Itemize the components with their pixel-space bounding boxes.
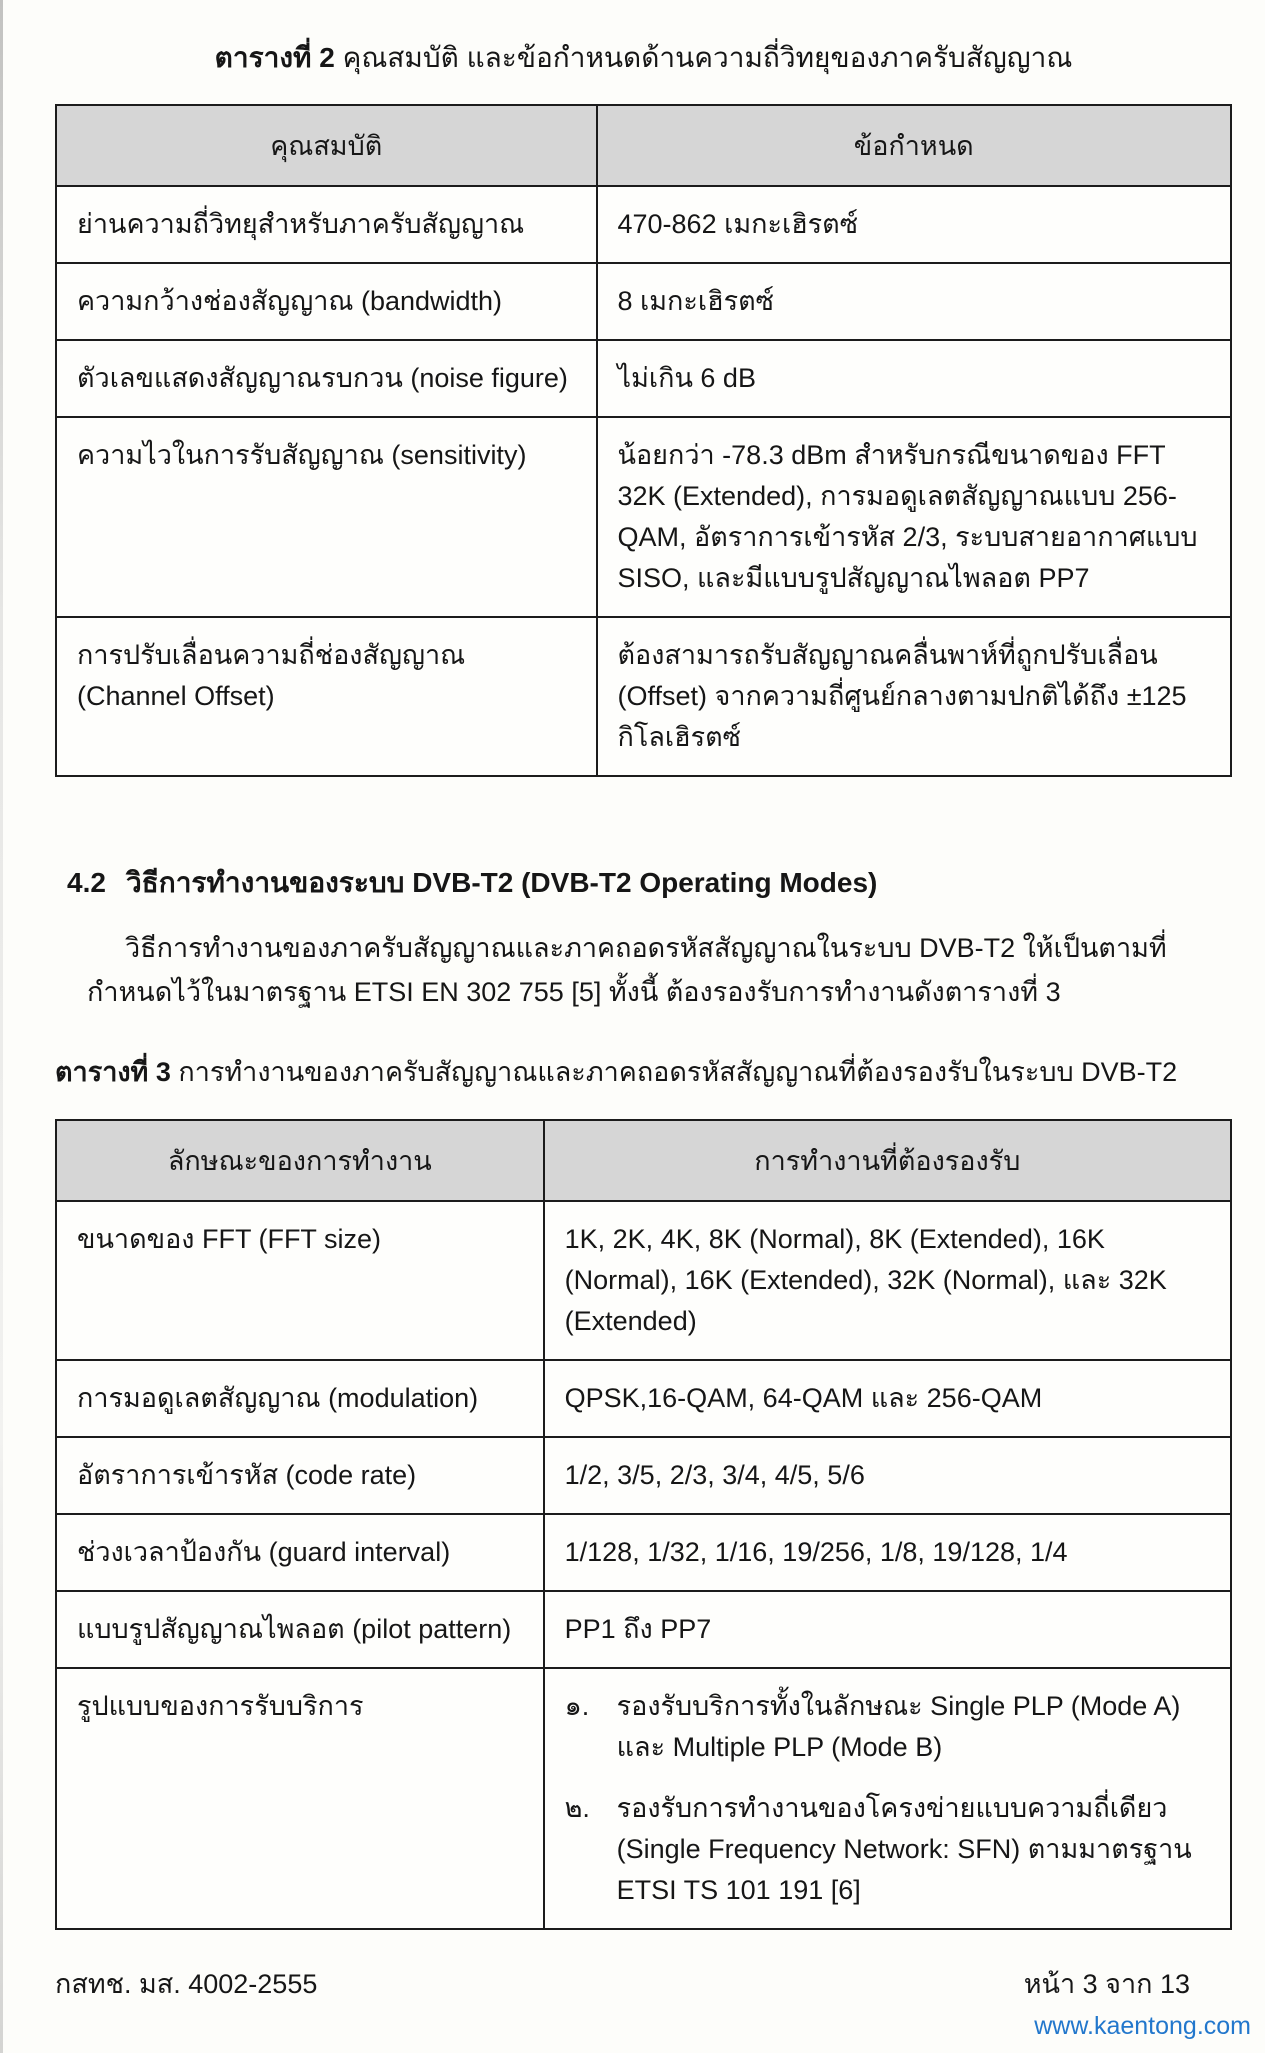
table3-operating-modes	[55, 1119, 1232, 1930]
table3-row-supported: 1K, 2K, 4K, 8K (Normal), 8K (Extended), 16K (Normal), 16K (Extended), 32K (Normal), และ 32K (Extended)	[544, 1201, 1231, 1360]
section-number: 4.2	[67, 867, 106, 899]
table2-row-property: ย่านความถี่วิทยุสำหรับภาครับสัญญาณ	[56, 186, 597, 263]
table3-row-supported: 1/2, 3/5, 2/3, 3/4, 4/5, 5/6	[544, 1437, 1231, 1514]
table2-row-spec: ไม่เกิน 6 dB	[597, 340, 1232, 417]
table-row	[56, 1437, 1231, 1514]
section-paragraph: วิธีการทำงานของภาครับสัญญาณและภาคถอดรหัสสัญญาณในระบบ DVB-T2 ให้เป็นตามที่กำหนดไว้ในมาตรฐาน ETSI EN 302 755 [5] ทั้งนี้ ต้องรองรับการทำงานดังตารางที่ 3	[87, 933, 1167, 1007]
table3-row-characteristic: แบบรูปสัญญาณไพลอต (pilot pattern)	[56, 1591, 544, 1668]
table3-row-supported: 1/128, 1/32, 1/16, 19/256, 1/8, 19/128, 1/4	[544, 1514, 1231, 1591]
list-item	[565, 1788, 1210, 1911]
table2-caption	[55, 36, 1232, 80]
table3-header-supported: การทำงานที่ต้องรองรับ	[544, 1120, 1231, 1201]
table3-row-supported: PP1 ถึง PP7	[544, 1591, 1231, 1668]
table-row	[56, 263, 1231, 340]
page-indicator: หน้า 3 จาก 13	[1023, 1969, 1190, 1999]
table2-row-property: ความไวในการรับสัญญาณ (sensitivity)	[56, 417, 597, 617]
scan-edge-artifact	[0, 0, 3, 2053]
table2-row-property: การปรับเลื่อนความถี่ช่องสัญญาณ (Channel Offset)	[56, 617, 597, 776]
table2-caption-label: ตารางที่ 2	[214, 42, 335, 73]
table2-row-property: ความกว้างช่องสัญญาณ (bandwidth)	[56, 263, 597, 340]
table-row	[56, 340, 1231, 417]
list-item-text: รองรับการทำงานของโครงข่ายแบบความถี่เดียว (Single Frequency Network: SFN) ตามมาตรฐาน ETSI TS 101 191 [6]	[616, 1792, 1192, 1906]
table3-row-supported: QPSK,16-QAM, 64-QAM และ 256-QAM	[544, 1360, 1231, 1437]
section-title: วิธีการทำงานของระบบ DVB-T2 (DVB-T2 Operating Modes)	[125, 867, 878, 899]
table-row	[56, 1360, 1231, 1437]
watermark-url: www.kaentong.com	[1034, 2012, 1251, 2040]
table3-row-characteristic: การมอดูเลตสัญญาณ (modulation)	[56, 1360, 544, 1437]
list-item-number: ๑.	[564, 1690, 590, 1721]
table3-row-characteristic: ขนาดของ FFT (FFT size)	[56, 1201, 544, 1360]
table3-row-supported-list	[544, 1668, 1231, 1929]
table-row	[56, 1201, 1231, 1360]
table-row	[56, 186, 1231, 263]
table2-row-property: ตัวเลขแสดงสัญญาณรบกวน (noise figure)	[56, 340, 597, 417]
table2-header-spec: ข้อกำหนด	[597, 105, 1232, 186]
table2-row-spec: ต้องสามารถรับสัญญาณคลื่นพาห์ที่ถูกปรับเลื่อน (Offset) จากความถี่ศูนย์กลางตามปกติได้ถึง ±125 กิโลเฮิรตซ์	[597, 617, 1232, 776]
table3-caption-text: การทำงานของภาครับสัญญาณและภาคถอดรหัสสัญญาณที่ต้องรองรับในระบบ DVB-T2	[178, 1056, 1178, 1087]
document-number: กสทช. มส. 4002-2555	[55, 1969, 318, 1999]
table2-row-spec: น้อยกว่า -78.3 dBm สำหรับกรณีขนาดของ FFT 32K (Extended), การมอดูเลตสัญญาณแบบ 256-QAM, อัตราการเข้ารหัส 2/3, ระบบสายอากาศแบบ SISO, และมีแบบรูปสัญญาณไพลอต PP7	[597, 417, 1232, 617]
page-footer	[55, 1962, 1190, 2005]
table2-row-spec: 8 เมกะเฮิรตซ์	[597, 263, 1232, 340]
table2-caption-text: คุณสมบัติ และข้อกำหนดด้านความถี่วิทยุของภาครับสัญญาณ	[342, 42, 1073, 73]
list-item	[565, 1686, 1210, 1768]
table3-row-characteristic: รูปแบบของการรับบริการ	[56, 1668, 544, 1929]
table2-rf-specifications	[55, 104, 1232, 777]
table2-row-spec: 470-862 เมกะเฮิรตซ์	[597, 186, 1232, 263]
table3-row-characteristic: ช่วงเวลาป้องกัน (guard interval)	[56, 1514, 544, 1591]
list-item-number: ๒.	[564, 1792, 590, 1823]
table3-caption-label: ตารางที่ 3	[55, 1056, 171, 1087]
table2-header-property: คุณสมบัติ	[56, 105, 597, 186]
table-row	[56, 1668, 1231, 1929]
section-heading	[67, 861, 1232, 905]
table-row	[56, 1591, 1231, 1668]
table-row	[56, 417, 1231, 617]
table3-header-row	[56, 1120, 1231, 1201]
table-row	[56, 1514, 1231, 1591]
table3-caption	[55, 1050, 1232, 1093]
table3-row-characteristic: อัตราการเข้ารหัส (code rate)	[56, 1437, 544, 1514]
table-row	[56, 617, 1231, 776]
list-item-text: รองรับบริการทั้งในลักษณะ Single PLP (Mode A) และ Multiple PLP (Mode B)	[616, 1690, 1181, 1762]
table2-header-row	[56, 105, 1231, 186]
table3-header-characteristic: ลักษณะของการทำงาน	[56, 1120, 544, 1201]
